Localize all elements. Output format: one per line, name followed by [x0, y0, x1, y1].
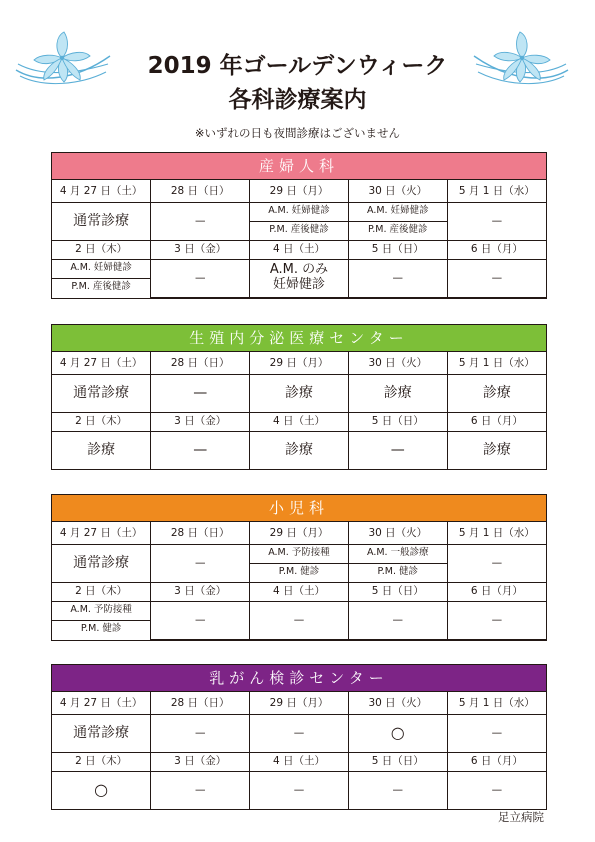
schedule-cell: 通常診療: [52, 202, 151, 240]
obstetrics-section: [51, 152, 547, 299]
breast-schedule-table: [52, 692, 546, 809]
schedule-cell-am: A.M. 予防接種: [52, 601, 151, 620]
pediatrics-header: 小児科: [52, 495, 546, 522]
date-cell: 29 日（月）: [250, 180, 349, 202]
hospital-name: 足立病院: [498, 810, 544, 824]
date-cell: 2 日（木）: [52, 582, 151, 601]
date-cell: 28 日（日）: [151, 180, 250, 202]
date-cell: 3 日（金）: [151, 412, 250, 431]
date-cell: 4 日（土）: [250, 412, 349, 431]
schedule-cell: —: [447, 202, 546, 240]
schedule-row: [52, 202, 546, 221]
schedule-cell: 診療: [52, 431, 151, 469]
date-row: [52, 692, 546, 714]
schedule-row: [52, 374, 546, 412]
date-cell: 2 日（木）: [52, 240, 151, 259]
schedule-cell: —: [447, 259, 546, 297]
schedule-cell: —: [151, 771, 250, 809]
schedule-row: [52, 259, 546, 278]
date-cell: 3 日（金）: [151, 240, 250, 259]
date-cell: 30 日（火）: [348, 692, 447, 714]
schedule-cell: 診療: [447, 374, 546, 412]
schedule-cell: —: [250, 771, 349, 809]
schedule-cell-pm: P.M. 産後健診: [52, 278, 151, 297]
date-cell: 6 日（月）: [447, 412, 546, 431]
date-cell: 5 月 1 日（水）: [447, 522, 546, 544]
pediatrics-section: [51, 494, 547, 641]
schedule-cell-am: A.M. 妊婦健診: [250, 202, 349, 221]
date-cell: 30 日（火）: [348, 180, 447, 202]
date-row: [52, 352, 546, 374]
schedule-cell: —: [151, 714, 250, 752]
date-cell: 5 日（日）: [348, 582, 447, 601]
date-row: [52, 180, 546, 202]
schedule-cell: 通常診療: [52, 544, 151, 582]
schedule-line: A.M. のみ: [269, 262, 329, 278]
date-cell: 28 日（日）: [151, 692, 250, 714]
schedule-cell: 診療: [447, 431, 546, 469]
date-cell: 30 日（火）: [348, 522, 447, 544]
schedule-cell: —: [151, 544, 250, 582]
date-cell: 6 日（月）: [447, 752, 546, 771]
schedule-cell-pm: P.M. 産後健診: [348, 221, 447, 240]
schedule-cell-pm: P.M. 健診: [52, 620, 151, 639]
date-cell: 5 月 1 日（水）: [447, 352, 546, 374]
breast-cancer-screening-section: [51, 664, 547, 810]
reproductive-center-header: 生殖内分泌医療センター: [52, 325, 546, 352]
schedule-cell: —: [447, 771, 546, 809]
date-cell: 5 日（日）: [348, 240, 447, 259]
date-row: [52, 240, 546, 259]
date-cell: 6 日（月）: [447, 240, 546, 259]
schedule-cell: —: [151, 374, 250, 412]
date-cell: 3 日（金）: [151, 752, 250, 771]
date-cell: 2 日（木）: [52, 412, 151, 431]
date-cell: 4 月 27 日（土）: [52, 352, 151, 374]
schedule-cell: —: [447, 714, 546, 752]
schedule-cell-pm: P.M. 健診: [250, 563, 349, 582]
date-cell: 4 月 27 日（土）: [52, 180, 151, 202]
date-cell: 4 月 27 日（土）: [52, 522, 151, 544]
available-circle-mark: ○: [348, 714, 447, 752]
reproductive-center-section: [51, 324, 547, 470]
schedule-cell: —: [151, 259, 250, 297]
schedule-row: [52, 714, 546, 752]
schedule-row: [52, 771, 546, 809]
date-cell: 29 日（月）: [250, 352, 349, 374]
schedule-cell-am: A.M. 一般診療: [348, 544, 447, 563]
reproductive-schedule-table: [52, 352, 546, 469]
breast-cancer-screening-header: 乳がん検診センター: [52, 665, 546, 692]
date-cell: 29 日（月）: [250, 692, 349, 714]
schedule-cell: [250, 259, 349, 297]
page-title: 2019 年ゴールデンウィーク: [147, 53, 448, 79]
schedule-cell: 診療: [250, 374, 349, 412]
schedule-cell: 診療: [348, 374, 447, 412]
schedule-row: [52, 544, 546, 563]
obstetrics-schedule-table: [52, 180, 546, 298]
date-cell: 28 日（日）: [151, 522, 250, 544]
schedule-line: 妊婦健診: [272, 277, 325, 292]
date-row: [52, 582, 546, 601]
date-cell: 28 日（日）: [151, 352, 250, 374]
night-clinic-note: ※いずれの日も夜間診療はございません: [194, 126, 401, 140]
date-row: [52, 752, 546, 771]
date-cell: 5 日（日）: [348, 412, 447, 431]
schedule-row: [52, 601, 546, 620]
schedule-cell: 通常診療: [52, 374, 151, 412]
schedule-cell: —: [151, 431, 250, 469]
pediatrics-schedule-table: [52, 522, 546, 640]
schedule-cell: —: [447, 601, 546, 639]
schedule-cell: —: [348, 601, 447, 639]
date-cell: 4 日（土）: [250, 582, 349, 601]
available-circle-mark: ○: [52, 771, 151, 809]
schedule-cell: —: [151, 601, 250, 639]
date-cell: 4 日（土）: [250, 752, 349, 771]
obstetrics-header: 産婦人科: [52, 153, 546, 180]
date-cell: 5 月 1 日（水）: [447, 180, 546, 202]
date-cell: 5 日（日）: [348, 752, 447, 771]
schedule-cell: 通常診療: [52, 714, 151, 752]
schedule-cell: 診療: [250, 431, 349, 469]
date-cell: 6 日（月）: [447, 582, 546, 601]
date-cell: 4 日（土）: [250, 240, 349, 259]
date-cell: 3 日（金）: [151, 582, 250, 601]
date-row: [52, 522, 546, 544]
date-cell: 5 月 1 日（水）: [447, 692, 546, 714]
date-cell: 4 月 27 日（土）: [52, 692, 151, 714]
schedule-cell: —: [348, 259, 447, 297]
schedule-cell: —: [250, 601, 349, 639]
schedule-cell-am: A.M. 妊婦健診: [348, 202, 447, 221]
page-subtitle: 各科診療案内: [228, 87, 367, 113]
schedule-cell-am: A.M. 妊婦健診: [52, 259, 151, 278]
schedule-cell: —: [348, 431, 447, 469]
schedule-cell-pm: P.M. 産後健診: [250, 221, 349, 240]
schedule-cell-am: A.M. 予防接種: [250, 544, 349, 563]
schedule-cell-pm: P.M. 健診: [348, 563, 447, 582]
date-cell: 30 日（火）: [348, 352, 447, 374]
schedule-cell: —: [447, 544, 546, 582]
schedule-row: [52, 431, 546, 469]
schedule-cell: —: [151, 202, 250, 240]
schedule-cell: —: [250, 714, 349, 752]
schedule-cell: —: [348, 771, 447, 809]
date-cell: 2 日（木）: [52, 752, 151, 771]
date-cell: 29 日（月）: [250, 522, 349, 544]
date-row: [52, 412, 546, 431]
